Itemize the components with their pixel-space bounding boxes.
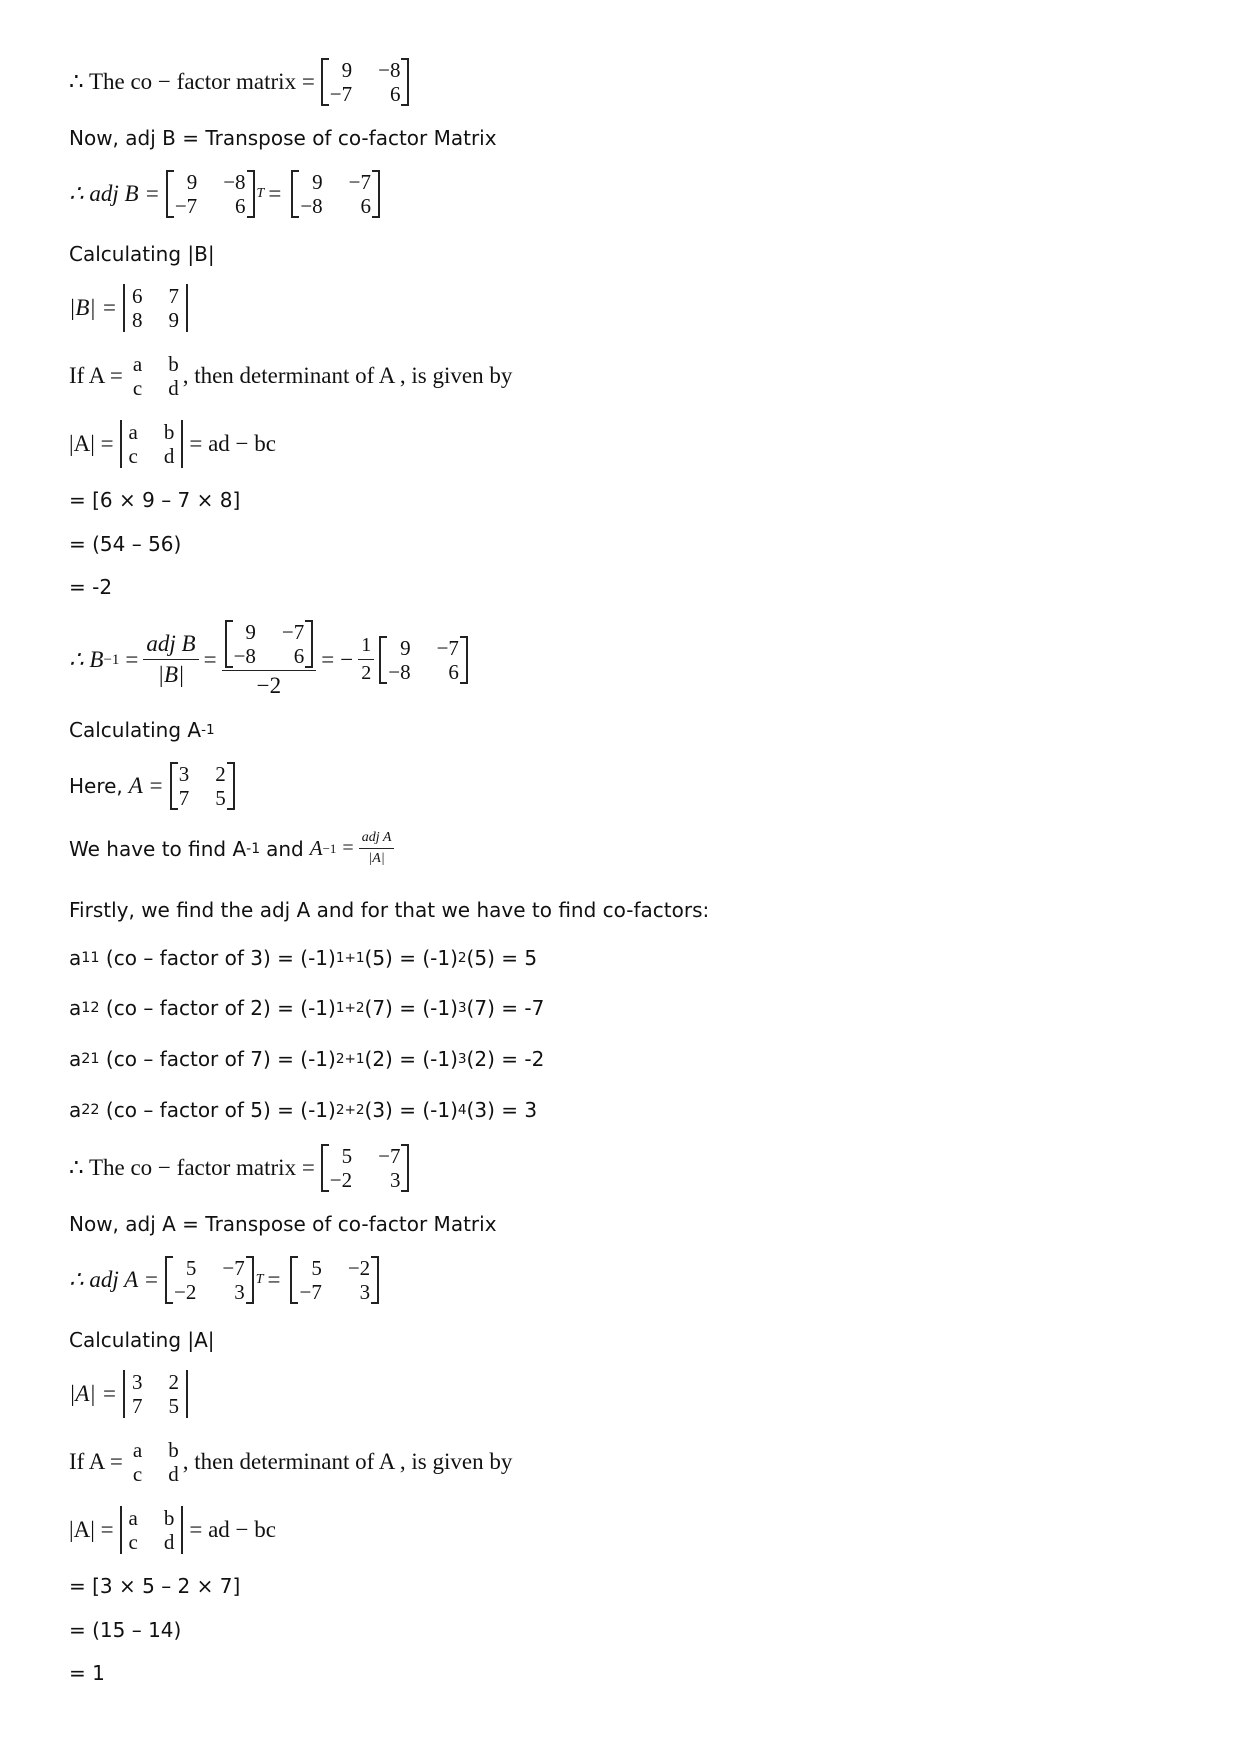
matrix-a: 3 2 7 5: [170, 762, 235, 810]
matrix-over-minus-two: 9 −7 −8 6 −2: [222, 620, 317, 699]
equals-sign: =: [203, 646, 217, 672]
adj-a-left-matrix: 5 −7 −2 3: [165, 1256, 254, 1304]
det-a-generic-label: |A| =: [69, 431, 114, 456]
step-b-2: = (54 – 56): [69, 532, 182, 556]
step-a-2: = (15 – 14): [69, 1618, 182, 1642]
minus-sign: −: [340, 646, 354, 672]
det-a-generic-line-1: [69, 420, 276, 468]
det-a-line: [69, 1370, 194, 1418]
cofactor-a12: a 12 (co – factor of 2) = (-1) 1+2 (7) = (-1) 3 (7) = -7: [69, 996, 545, 1020]
det-b-matrix: 6 7 8 9: [123, 284, 188, 332]
if-a-line-2: [69, 1438, 512, 1486]
equals-sign: =: [267, 1267, 281, 1292]
adj-b-matrix-in-fraction: 9 −7 −8 6: [225, 620, 314, 668]
find-a-inverse-line: We have to find A -1 and A −1 = $\frac{\text{adj A}}{|A|}$: [69, 830, 399, 867]
b-inverse-label: ∴ B: [69, 646, 104, 672]
cofactor-label: ∴ The co − factor matrix =: [69, 1155, 315, 1180]
det-a-generic-matrix: a b c d: [120, 1506, 184, 1554]
adj-b-left-matrix: 9 −8 −7 6: [166, 170, 255, 218]
cofactor-label: ∴ The co − factor matrix =: [69, 69, 315, 94]
cofactor-matrix-a-line: [69, 1144, 415, 1192]
step-b-3: = -2: [69, 575, 113, 599]
equals-sign: =: [321, 646, 335, 672]
adj-a-over-det-a: $\frac{\text{adj A}}{|A|}$: [359, 830, 395, 867]
step-b-1: = [6 × 9 – 7 × 8]: [69, 488, 241, 512]
if-a-text: , then determinant of A , is given by: [182, 1449, 513, 1474]
one-half: $\frac{1}{2}$: [358, 634, 374, 685]
if-a-text: , then determinant of A , is given by: [182, 363, 513, 388]
step-a-3: = 1: [69, 1661, 105, 1685]
det-a-generic-result: = ad − bc: [189, 431, 276, 456]
equals-sign: =: [342, 837, 354, 859]
calculating-a-inverse: Calculating A -1: [69, 718, 215, 742]
generic-matrix: a b c d: [132, 1438, 179, 1486]
adj-a-label: ∴ adj A =: [69, 1267, 160, 1292]
here-a-line: Here, A = 3 2 7 5: [69, 762, 241, 810]
det-a-generic-label: |A| =: [69, 1517, 114, 1542]
adj-b-right-matrix: 9 −7 −8 6: [291, 170, 380, 218]
calculating-det-a: Calculating |A|: [69, 1328, 215, 1352]
cofactor-a21: a 21 (co – factor of 7) = (-1) 2+1 (2) = (-1) 3 (2) = -2: [69, 1047, 545, 1071]
det-b-label: |B| =: [69, 295, 117, 320]
b-inverse-matrix: 9 −7 −8 6: [379, 636, 468, 684]
det-b-line: [69, 284, 194, 332]
if-a-label: If A =: [69, 1449, 123, 1474]
adj-a-right-matrix: 5 −2 −7 3: [290, 1256, 379, 1304]
det-a-matrix: 3 2 7 5: [123, 1370, 188, 1418]
if-a-line-1: [69, 352, 512, 400]
cofactor-a11: a 11 (co – factor of 3) = (-1) 1+1 (5) = (-1) 2 (5) = 5: [69, 946, 538, 970]
cofactor-matrix-a: 5 −7 −2 3: [321, 1144, 410, 1192]
firstly-text: Firstly, we find the adj A and for that we have to find co-factors:: [69, 898, 710, 922]
det-a-label: |A| =: [69, 1381, 117, 1406]
step-a-1: = [3 × 5 – 2 × 7]: [69, 1574, 241, 1598]
generic-matrix: a b c d: [132, 352, 179, 400]
adj-a-line: ∴ adj A = 5 −7 −2 3 T = 5 −2 −7 3: [69, 1256, 385, 1304]
equals-sign: =: [125, 646, 139, 672]
adj-b-definition: Now, adj B = Transpose of co-factor Matrix: [69, 126, 497, 150]
b-inverse-line: ∴ B −1 = $\frac{\text{adj B}}{|B|}$ = 9 −7 −8 6 −2 = − $\frac{1}{2}$ 9 −7 −8 6: [69, 620, 474, 699]
det-a-generic-matrix: a b c d: [120, 420, 184, 468]
adj-b-label: ∴ adj B =: [69, 181, 160, 206]
cofactor-a22: a 22 (co – factor of 5) = (-1) 2+2 (3) = (-1) 4 (3) = 3: [69, 1098, 538, 1122]
det-a-generic-line-2: [69, 1506, 276, 1554]
adj-b-line: ∴ adj B = 9 −8 −7 6 T = 9 −7 −8 6: [69, 170, 386, 218]
det-a-generic-result: = ad − bc: [189, 1517, 276, 1542]
adj-a-definition: Now, adj A = Transpose of co-factor Matrix: [69, 1212, 497, 1236]
cofactor-matrix-b-line: [69, 58, 415, 106]
calculating-det-b: Calculating |B|: [69, 242, 215, 266]
equals-sign: =: [268, 181, 282, 206]
adj-b-over-det-b: $\frac{\text{adj B}}{|B|}$: [143, 631, 198, 688]
cofactor-matrix-b: 9 −8 −7 6: [321, 58, 410, 106]
if-a-label: If A =: [69, 363, 123, 388]
